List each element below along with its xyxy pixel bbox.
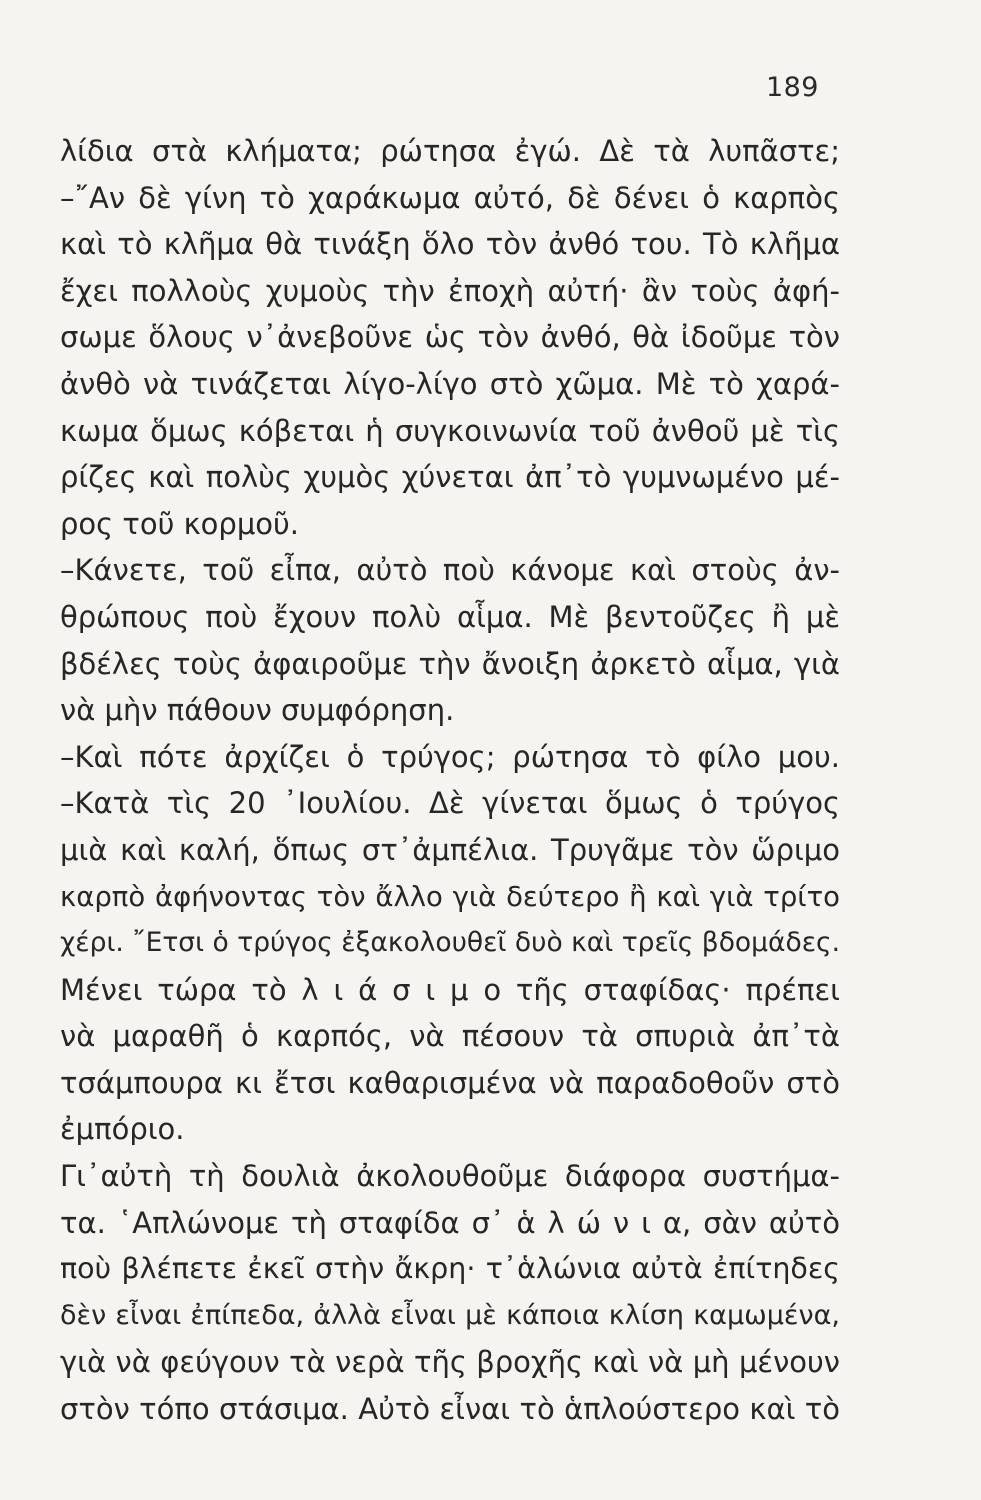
text-line: καρπὸ ἀφήνοντας τὸν ἄλλο γιὰ δεύτερο ἢ καὶ γιὰ τρίτο xyxy=(60,880,840,913)
text-line: –Κατὰ τὶς 20 ᾽Ιουλίου. Δὲ γίνεται ὅμως ὁ τρύγος xyxy=(60,786,840,821)
text-line: νὰ μαραθῆ ὁ καρπός, νὰ πέσουν τὰ σπυριὰ ἀπ᾽τὰ xyxy=(60,1019,840,1054)
text-line: ποὺ βλέπετε ἐκεῖ στὴν ἄκρη· τ᾽ἁλώνια αὐτὰ ἐπίτηδες xyxy=(60,1252,840,1286)
text-line: ἐμπόριο. xyxy=(60,1112,185,1147)
text-line: βδέλες τοὺς ἀφαιροῦμε τὴν ἄνοιξη ἀρκετὸ αἷμα, γιὰ xyxy=(60,646,840,681)
text-line: χέρι. ῎Ετσι ὁ τρύγος ἐξακολουθεῖ δυὸ καὶ τρεῖς βδομάδες. xyxy=(60,927,840,959)
text-line: δὲν εἶναι ἐπίπεδα, ἀλλὰ εἶναι μὲ κάποια κλίση καμωμένα, xyxy=(60,1299,840,1331)
text-line: νὰ μὴν πάθουν συμφόρηση. xyxy=(60,693,455,728)
text-line: ρος τοῦ κορμοῦ. xyxy=(60,506,300,541)
text-line: καὶ τὸ κλῆμα θὰ τινάξη ὅλο τὸν ἀνθό του. Τὸ κλῆμα xyxy=(60,227,840,262)
text-line: Μένει τώρα τὸ λ ι ά σ ι μ ο τῆς σταφίδας· πρέπει xyxy=(60,972,840,1007)
text-line: –Καὶ πότε ἀρχίζει ὁ τρύγος; ρώτησα τὸ φίλο μου. xyxy=(60,739,840,774)
text-line: στὸν τόπο στάσιμα. Αὐτὸ εἶναι τὸ ἁπλούστερο καὶ τὸ xyxy=(60,1392,840,1427)
text-line: τσάμπουρα κι ἔτσι καθαρισμένα νὰ παραδοθοῦν στὸ xyxy=(60,1065,840,1100)
text-line: Γι᾽αὐτὴ τὴ δουλιὰ ἀκολουθοῦμε διάφορα συστήμα- xyxy=(60,1159,840,1194)
text-line: τα. ῾Απλώνομε τὴ σταφίδα σ᾽ ἁ λ ώ ν ι α, σὰν αὐτὸ xyxy=(60,1205,840,1240)
text-line: κωμα ὅμως κόβεται ἡ συγκοινωνία τοῦ ἀνθοῦ μὲ τὶς xyxy=(60,413,840,448)
text-line: ρίζες καὶ πολὺς χυμὸς χύνεται ἀπ᾽τὸ γυμνωμένο μέ- xyxy=(60,460,840,495)
text-line: λίδια στὰ κλήματα; ρώτησα ἐγώ. Δὲ τὰ λυπᾶστε; xyxy=(60,134,840,168)
text-line: ἀνθὸ νὰ τινάζεται λίγο-λίγο στὸ χῶμα. Μὲ τὸ χαρά- xyxy=(60,366,840,401)
text-line: –Κάνετε, τοῦ εἶπα, αὐτὸ ποὺ κάνομε καὶ στοὺς ἀν- xyxy=(60,553,840,588)
text-line: –῎Αν δὲ γίνη τὸ χαράκωμα αὐτό, δὲ δένει ὁ καρπὸς xyxy=(60,180,840,215)
text-line: γιὰ νὰ φεύγουν τὰ νερὰ τῆς βροχῆς καὶ νὰ μὴ μένουν xyxy=(60,1345,840,1380)
text-line: μιὰ καὶ καλή, ὅπως στ᾽ἀμπέλια. Τρυγᾶμε τὸν ὥριμο xyxy=(60,832,840,867)
body-text xyxy=(60,128,840,1433)
text-line: σωμε ὅλους ν᾽ἀνεβοῦνε ὡς τὸν ἀνθό, θὰ ἰδοῦμε τὸν xyxy=(60,320,840,355)
text-line: ἔχει πολλοὺς χυμοὺς τὴν ἐποχὴ αὐτή· ἂν τοὺς ἀφή- xyxy=(60,273,840,308)
page-number: 189 xyxy=(765,72,819,103)
text-line: θρώπους ποὺ ἔχουν πολὺ αἷμα. Μὲ βεντοῦζες ἢ μὲ xyxy=(60,599,840,634)
